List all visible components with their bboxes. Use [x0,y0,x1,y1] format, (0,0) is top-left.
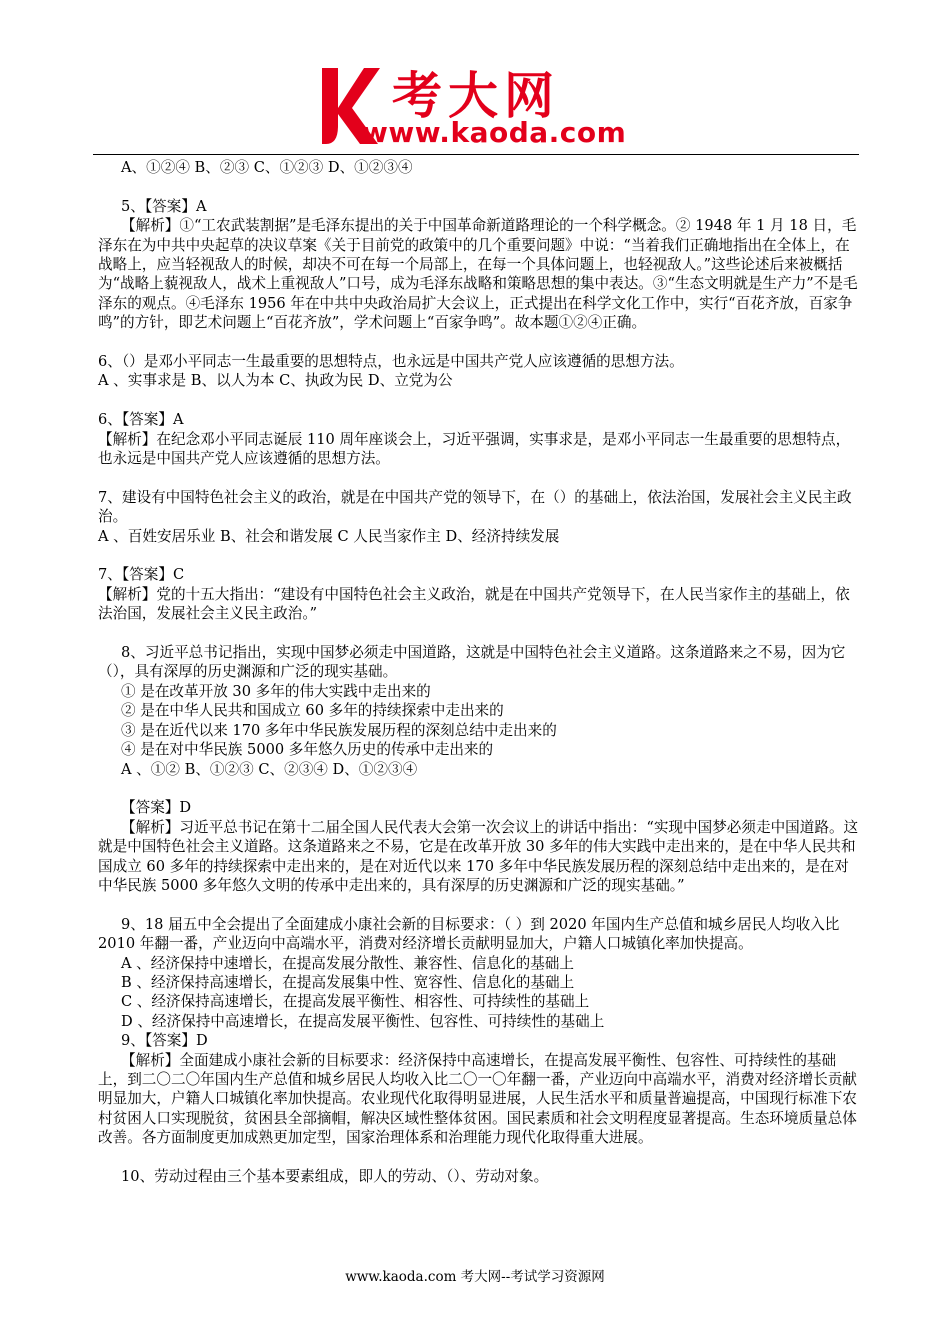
blank-line [98,779,860,798]
text-line: 【解析】党的十五大指出：“建设有中国特色社会主义政治，就是在中国共产党领导下，在人民当家作主的基础上，依法治国，发展社会主义民主政治。” [98,585,850,623]
text-line: A 、①② B、①②③ C、②③④ D、①②③④ [121,760,418,778]
blank-line [98,177,860,196]
page-footer: www.kaoda.com 考大网--考试学习资源网 [345,1269,605,1285]
text-line: 【解析】①“工农武装割据”是毛泽东提出的关于中国革命新道路理论的一个科学概念。② 1948 年 1 月 18 日，毛泽东在为中共中央起草的决议草案《关于目前党的政策中的几个重要问题》中说：“当着我们正确地指出在全体上，在战略上，应当轻视敌人的时候，却决不可在每一个局部上，在每一个具体问题上，也轻视敌人。”这些论述后来被概括为“战略上藐视敌人，战术上重视敌人”口号，成为毛泽东战略和策略思想的集中表达。③“生态文明就是生产力”不是毛泽东的观点。④毛泽东 1956 年在中共中央政治局扩大会议上，正式提出在科学文化工作中，实行“百花齐放，百家争鸣”的方针，即艺术问题上“百花齐放”，学术问题上“百家争鸣”。故本题①②④正确。 [98,217,858,332]
text-line: ② 是在中华人民共和国成立 60 多年的持续探索中走出来的 [121,702,504,720]
header-divider [93,154,859,155]
text-line: ④ 是在对中华民族 5000 多年悠久历史的传承中走出来的 [121,741,494,759]
page-header [0,0,950,160]
text-line: B 、经济保持高速增长，在提高发展集中性、宽容性、信息化的基础上 [121,973,575,991]
text-line: 6、（）是邓小平同志一生最重要的思想特点，也永远是中国共产党人应该遵循的思想方法。 [98,353,684,371]
text-line: ① 是在改革开放 30 多年的伟大实践中走出来的 [121,682,431,700]
text-line: 6、【答案】A [98,411,184,429]
text-line: 7、建设有中国特色社会主义的政治，就是在中国共产党的领导下，在（）的基础上，依法治国，发展社会主义民主政治。 [98,488,852,526]
blank-line [98,1148,860,1167]
logo-cn-text: 考大网 [392,67,560,125]
text-line: 【解析】在纪念邓小平同志诞辰 110 周年座谈会上，习近平强调，实事求是，是邓小平同志一生最重要的思想特点，也永远是中国共产党人应该遵循的思想方法。 [98,430,851,468]
blank-line [98,468,860,487]
logo-url-text: www.kaoda.com [362,116,627,149]
blank-line [98,624,860,643]
blank-line [98,391,860,410]
text-line: ③ 是在近代以来 170 多年中华民族发展历程的深刻总结中走出来的 [121,721,557,739]
blank-line [98,546,860,565]
text-line: A、①②④ B、②③ C、①②③ D、①②③④ [121,159,413,176]
text-line: 10、劳动过程由三个基本要素组成，即人的劳动、（）、劳动对象。 [121,1167,549,1185]
text-line: 【解析】习近平总书记在第十二届全国人民代表大会第一次会议上的讲话中指出：“实现中国梦必须走中国道路。这就是中国特色社会主义道路。这条道路来之不易，它是在改革开放 30 多年的伟大实践中走出来的，是在中华人民共和国成立 60 多年的持续探索中走出来的，是在对近代以来 170 多年中华民族发展历程的深刻总结中走出来的，是在对中华民族 5000 多年悠久文明的传承中走出来的，具有深厚的历史渊源和广泛的现实基础。” [98,818,859,894]
text-line: 9、18 届五中全会提出了全面建成小康社会新的目标要求：（ ）到 2020 年国内生产总值和城乡居民人均收入比 2010 年翻一番，产业迈向中高端水平，消费对经济增长贡献明显加大，户籍人口城镇化率加快提高。 [98,915,840,953]
text-line: D 、经济保持中高速增长，在提高发展平衡性、包容性、可持续性的基础上 [121,1012,605,1030]
text-line: A 、百姓安居乐业 B、社会和谐发展 C 人民当家作主 D、经济持续发展 [98,527,560,545]
text-line: 5、【答案】A [121,197,207,215]
text-line: 7、【答案】C [98,566,185,584]
kaoda-logo [318,60,648,150]
text-line: 9、【答案】D [121,1032,208,1050]
blank-line [98,333,860,352]
text-line: 8、习近平总书记指出，实现中国梦必须走中国道路，这就是中国特色社会主义道路。这条道路来之不易，因为它（），具有深厚的历史渊源和广泛的现实基础。 [98,644,846,681]
text-line: A 、经济保持中速增长，在提高发展分散性、兼容性、信息化的基础上 [121,954,574,972]
text-line: C 、经济保持高速增长，在提高发展平衡性、相容性、可持续性的基础上 [121,993,590,1011]
document-body [98,158,860,1186]
text-line: 【解析】全面建成小康社会新的目标要求：经济保持中高速增长，在提高发展平衡性、包容性、可持续性的基础上，到二〇二〇年国内生产总值和城乡居民人均收入比二〇一〇年翻一番，产业迈向中高端水平，消费对经济增长贡献明显加大，户籍人口城镇化率加快提高。农业现代化取得明显进展，人民生活水平和质量普遍提高，中国现行标准下农村贫困人口实现脱贫，贫困县全部摘帽，解决区域性整体贫困。国民素质和社会文明程度显著提高。生态环境质量总体改善。各方面制度更加成熟更加定型，国家治理体系和治理能力现代化取得重大进展。 [98,1051,857,1147]
blank-line [98,895,860,914]
text-line: A 、实事求是 B、以人为本 C、执政为民 D、立党为公 [98,372,453,390]
text-line: 【答案】D [121,799,192,817]
